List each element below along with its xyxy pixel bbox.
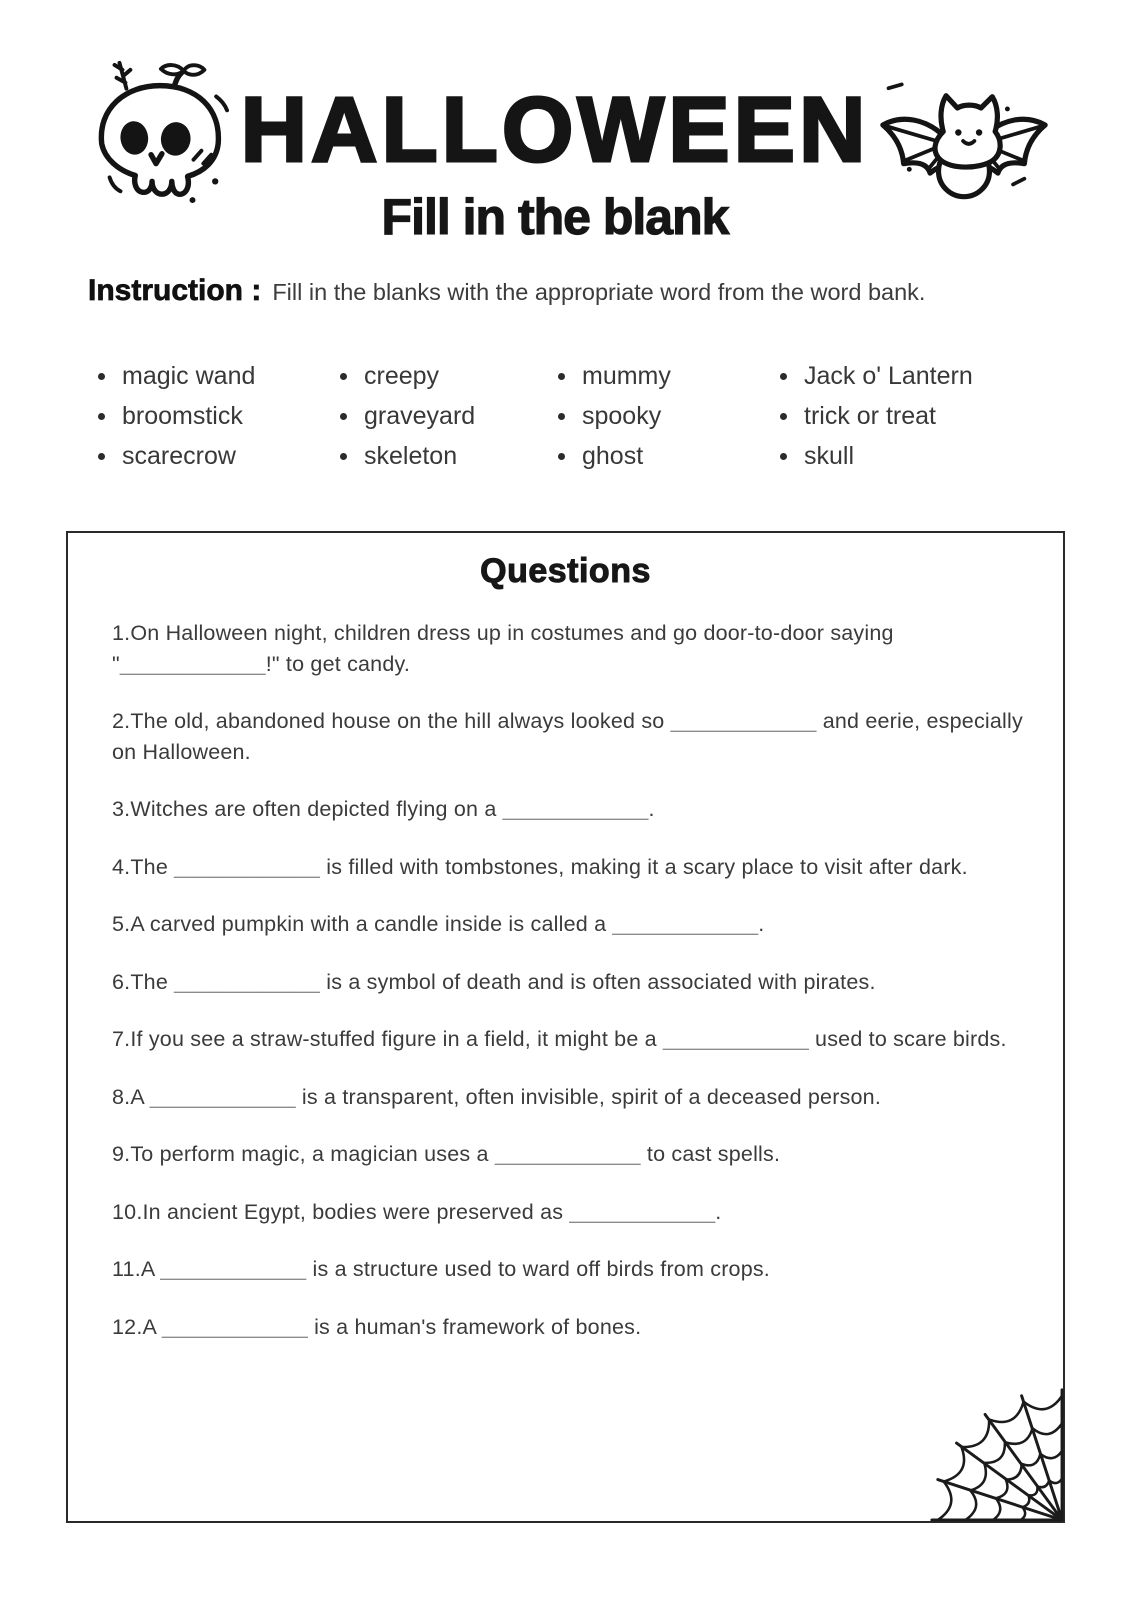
title-block <box>235 79 875 246</box>
word-bank-label: trick or treat <box>804 401 936 430</box>
spider-web-icon <box>924 1376 1064 1522</box>
bullet-icon <box>780 373 787 380</box>
word-bank-column-2 <box>340 356 558 476</box>
word-bank-label: broomstick <box>122 401 243 430</box>
question-item-11: 11.A ____________ is a structure used to ward off birds from crops. <box>112 1257 770 1281</box>
word-bank-label: mummy <box>582 361 671 390</box>
word-bank-label: magic wand <box>122 361 256 390</box>
question-item-2: 2.The old, abandoned house on the hill always looked so ____________ and eerie, especially on Halloween. <box>112 709 1023 764</box>
bullet-icon <box>558 413 565 420</box>
question-item-7: 7.If you see a straw-stuffed figure in a field, it might be a ____________ used to scare birds. <box>112 1027 1007 1051</box>
word-bank-label: ghost <box>582 441 644 470</box>
bullet-icon <box>340 413 347 420</box>
bullet-icon <box>780 413 787 420</box>
word-bank-label: creepy <box>364 361 440 390</box>
blank-line: ____________ <box>670 709 817 733</box>
word-bank-item <box>780 436 1058 476</box>
word-bank-item <box>340 356 558 396</box>
bullet-icon <box>340 373 347 380</box>
question-item-9: 9.To perform magic, a magician uses a ____________ to cast spells. <box>112 1142 781 1166</box>
question-item-5: 5.A carved pumpkin with a candle inside is called a ____________. <box>112 912 765 936</box>
blank-line: ____________ <box>162 1314 308 1339</box>
blank-line: ____________ <box>502 797 649 821</box>
questions-list <box>112 618 1023 1342</box>
word-bank-label: Jack o' Lantern <box>804 361 973 390</box>
skull-sprout-icon <box>82 58 230 208</box>
page-subtitle: Fill in the blank <box>381 189 729 245</box>
word-bank-label: skeleton <box>364 441 458 470</box>
word-bank <box>98 356 1058 476</box>
question-item-12: 12.A ____________ is a human's framework of bones. <box>112 1314 642 1339</box>
word-bank-column-1 <box>98 356 340 476</box>
word-bank-item <box>558 396 780 436</box>
blank-line: ____________ <box>149 1084 296 1109</box>
instruction-label: Instruction : <box>88 274 262 307</box>
bullet-icon <box>340 453 347 460</box>
bullet-icon <box>98 413 105 420</box>
question-item-10: 10.In ancient Egypt, bodies were preserved as ____________. <box>112 1199 722 1224</box>
bullet-icon <box>558 373 565 380</box>
word-bank-column-3 <box>558 356 780 476</box>
bullet-icon <box>780 453 787 460</box>
bat-icon <box>864 72 1064 210</box>
questions-heading: Questions <box>480 552 651 590</box>
word-bank-item <box>558 436 780 476</box>
word-bank-item <box>780 356 1058 396</box>
bullet-icon <box>558 453 565 460</box>
blank-line: ____________ <box>119 651 266 676</box>
word-bank-label: scarecrow <box>122 441 236 470</box>
blank-line: ____________ <box>612 912 759 936</box>
word-bank-item <box>98 436 340 476</box>
question-item-4: 4.The ____________ is filled with tombstones, making it a scary place to visit after dark. <box>112 854 968 879</box>
word-bank-item <box>340 436 558 476</box>
instruction-text: Fill in the blanks with the appropriate word from the word bank. <box>272 279 926 305</box>
blank-line: ____________ <box>174 969 321 994</box>
word-bank-item <box>98 356 340 396</box>
question-item-8: 8.A ____________ is a transparent, often invisible, spirit of a deceased person. <box>112 1084 882 1109</box>
word-bank-label: graveyard <box>364 401 476 430</box>
instruction-row <box>88 274 1068 308</box>
word-bank-label: skull <box>804 441 855 470</box>
blank-line: ____________ <box>160 1257 307 1281</box>
question-item-1: 1.On Halloween night, children dress up in costumes and go door-to-door saying "____________!" to get candy. <box>112 621 894 676</box>
question-item-3: 3.Witches are often depicted flying on a ____________. <box>112 797 655 821</box>
word-bank-item <box>98 396 340 436</box>
bullet-icon <box>98 373 105 380</box>
word-bank-label: spooky <box>582 401 662 430</box>
blank-line: ____________ <box>662 1027 809 1051</box>
word-bank-column-4 <box>780 356 1058 476</box>
blank-line: ____________ <box>569 1199 716 1224</box>
blank-line: ____________ <box>494 1142 641 1166</box>
bullet-icon <box>98 453 105 460</box>
page-title: HALLOWEEN <box>240 79 870 181</box>
word-bank-item <box>558 356 780 396</box>
word-bank-item <box>780 396 1058 436</box>
word-bank-item <box>340 396 558 436</box>
blank-line: ____________ <box>174 854 321 879</box>
question-item-6: 6.The ____________ is a symbol of death and is often associated with pirates. <box>112 969 876 994</box>
questions-box <box>66 531 1065 1523</box>
